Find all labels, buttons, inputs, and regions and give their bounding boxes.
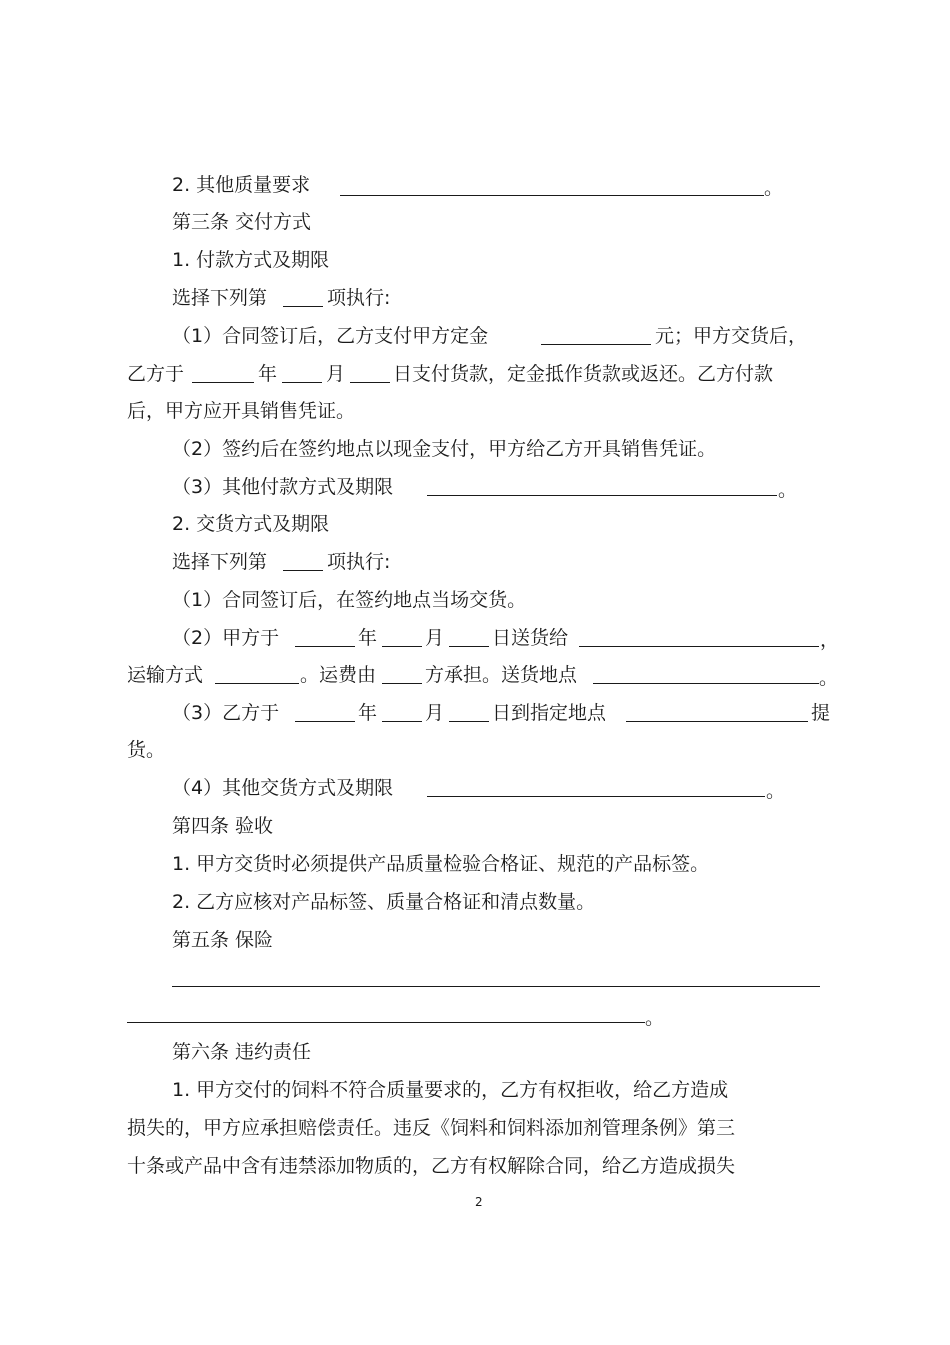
delivery-opt3-d: 日到指定地点 — [492, 702, 607, 724]
blank-pickup-location[interactable] — [626, 721, 808, 722]
blank-delivery-location[interactable] — [593, 683, 819, 684]
blank-insurance-line-2[interactable] — [127, 1022, 645, 1023]
delivery-heading: 2. 交货方式及期限 — [172, 513, 330, 535]
delivery-opt2-g: 。运费由 — [300, 664, 377, 686]
delivery-select: 选择下列第 — [172, 551, 268, 573]
article-4-heading: 第四条 验收 — [172, 815, 274, 837]
delivery-opt3-f: 货。 — [127, 739, 166, 761]
blank-delivery-option[interactable] — [283, 570, 323, 571]
delivery-opt2-c: 月 — [425, 627, 445, 649]
payment-opt1-b: 元；甲方交货后， — [655, 325, 808, 347]
delivery-opt2-h: 方承担。送货地点 — [425, 664, 578, 686]
blank-quality-requirements[interactable] — [340, 195, 764, 196]
delivery-opt2-b: 年 — [358, 627, 378, 649]
payment-opt1-f: 日支付货款，定金抵作货款或返还。乙方付款 — [393, 363, 774, 385]
inspection-1: 1. 甲方交货时必须提供产品质量检验合格证、规范的产品标签。 — [172, 853, 710, 875]
payment-heading: 1. 付款方式及期限 — [172, 249, 330, 271]
delivery-opt3-e: 提 — [811, 702, 831, 724]
blank-transport-method[interactable] — [215, 683, 299, 684]
insurance-end: 。 — [645, 1007, 665, 1029]
payment-select-end: 项执行: — [327, 287, 391, 309]
payment-opt2: （2）签约后在签约地点以现金支付，甲方给乙方开具销售凭证。 — [172, 438, 717, 460]
payment-opt1-d: 年 — [258, 363, 278, 385]
delivery-opt1: （1）合同签订后，在签约地点当场交货。 — [172, 589, 527, 611]
delivery-opt2-f: 运输方式 — [127, 664, 204, 686]
blank-pickup-day[interactable] — [449, 721, 489, 722]
liability-1-b: 损失的，甲方应承担赔偿责任。违反《饲料和饲料添加剂管理条例》第三 — [127, 1117, 736, 1139]
inspection-2: 2. 乙方应核对产品标签、质量合格证和清点数量。 — [172, 891, 596, 913]
payment-opt1-c: 乙方于 — [127, 363, 185, 385]
delivery-opt3-b: 年 — [358, 702, 378, 724]
blank-pickup-year[interactable] — [295, 721, 355, 722]
blank-freight-party[interactable] — [382, 683, 422, 684]
page-number: 2 — [475, 1195, 483, 1209]
article-3-heading: 第三条 交付方式 — [172, 211, 312, 233]
delivery-select-end: 项执行: — [327, 551, 391, 573]
payment-opt3-end: 。 — [778, 479, 798, 501]
blank-send-day[interactable] — [449, 646, 489, 647]
clause-2-1-end: 。 — [764, 177, 784, 199]
payment-opt1-g: 后，甲方应开具销售凭证。 — [127, 400, 356, 422]
delivery-opt3-c: 月 — [425, 702, 445, 724]
blank-payment-option[interactable] — [283, 306, 323, 307]
delivery-opt2-e: ， — [820, 629, 840, 651]
blank-send-recipient[interactable] — [579, 646, 819, 647]
delivery-opt4-end: 。 — [766, 780, 786, 802]
blank-pickup-month[interactable] — [382, 721, 422, 722]
blank-other-delivery[interactable] — [427, 796, 765, 797]
delivery-opt4: （4）其他交货方式及期限 — [172, 777, 394, 799]
payment-opt1-e: 月 — [326, 363, 346, 385]
blank-pay-month[interactable] — [282, 382, 322, 383]
delivery-opt3-a: （3）乙方于 — [172, 702, 280, 724]
payment-select: 选择下列第 — [172, 287, 268, 309]
liability-1-c: 十条或产品中含有违禁添加物质的，乙方有权解除合同，给乙方造成损失 — [127, 1155, 736, 1177]
blank-insurance-line-1[interactable] — [172, 986, 820, 987]
payment-opt1-a: （1）合同签订后，乙方支付甲方定金 — [172, 325, 489, 347]
clause-2-1-line: 2. 其他质量要求 — [172, 174, 311, 196]
delivery-opt2-a: （2）甲方于 — [172, 627, 280, 649]
delivery-opt2-d: 日送货给 — [492, 627, 569, 649]
blank-deposit-amount[interactable] — [541, 344, 651, 345]
blank-other-payment[interactable] — [427, 495, 777, 496]
article-6-heading: 第六条 违约责任 — [172, 1041, 312, 1063]
blank-pay-year[interactable] — [192, 382, 254, 383]
blank-send-month[interactable] — [382, 646, 422, 647]
liability-1-a: 1. 甲方交付的饲料不符合质量要求的，乙方有权拒收，给乙方造成 — [172, 1079, 729, 1101]
delivery-opt2-i: 。 — [819, 667, 839, 689]
blank-send-year[interactable] — [295, 646, 355, 647]
article-5-heading: 第五条 保险 — [172, 929, 274, 951]
payment-opt3: （3）其他付款方式及期限 — [172, 476, 394, 498]
blank-pay-day[interactable] — [350, 382, 390, 383]
